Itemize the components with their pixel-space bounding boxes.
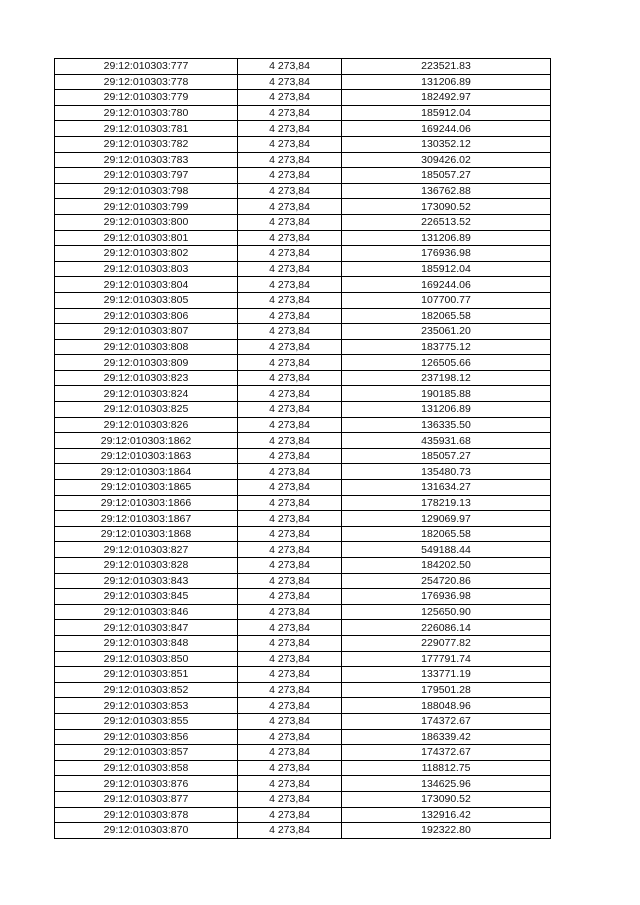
table-row	[55, 682, 551, 698]
value-cell: 131206.89	[342, 230, 551, 246]
table-row	[55, 667, 551, 683]
area-cell: 4 273,84	[238, 59, 342, 75]
area-cell: 4 273,84	[238, 791, 342, 807]
value-cell: 223521.83	[342, 59, 551, 75]
table-row	[55, 745, 551, 761]
cadastral-number-cell: 29:12:010303:853	[55, 698, 238, 714]
area-cell: 4 273,84	[238, 261, 342, 277]
table-row	[55, 74, 551, 90]
value-cell: 174372.67	[342, 713, 551, 729]
value-cell: 435931.68	[342, 433, 551, 449]
area-cell: 4 273,84	[238, 152, 342, 168]
cadastral-number-cell: 29:12:010303:800	[55, 214, 238, 230]
area-cell: 4 273,84	[238, 74, 342, 90]
cadastral-number-cell: 29:12:010303:1867	[55, 511, 238, 527]
value-cell: 135480.73	[342, 464, 551, 480]
value-cell: 184202.50	[342, 558, 551, 574]
cadastral-number-cell: 29:12:010303:798	[55, 183, 238, 199]
value-cell: 173090.52	[342, 791, 551, 807]
area-cell: 4 273,84	[238, 339, 342, 355]
value-cell: 133771.19	[342, 667, 551, 683]
table-row	[55, 448, 551, 464]
area-cell: 4 273,84	[238, 121, 342, 137]
area-cell: 4 273,84	[238, 542, 342, 558]
area-cell: 4 273,84	[238, 370, 342, 386]
cadastral-number-cell: 29:12:010303:825	[55, 402, 238, 418]
area-cell: 4 273,84	[238, 105, 342, 121]
area-cell: 4 273,84	[238, 292, 342, 308]
table-row	[55, 713, 551, 729]
area-cell: 4 273,84	[238, 308, 342, 324]
cadastral-number-cell: 29:12:010303:827	[55, 542, 238, 558]
area-cell: 4 273,84	[238, 620, 342, 636]
cadastral-number-cell: 29:12:010303:778	[55, 74, 238, 90]
cadastral-number-cell: 29:12:010303:805	[55, 292, 238, 308]
table-row	[55, 651, 551, 667]
table-row	[55, 168, 551, 184]
value-cell: 185912.04	[342, 261, 551, 277]
value-cell: 226513.52	[342, 214, 551, 230]
value-cell: 131206.89	[342, 402, 551, 418]
area-cell: 4 273,84	[238, 823, 342, 839]
area-cell: 4 273,84	[238, 729, 342, 745]
cadastral-number-cell: 29:12:010303:1865	[55, 480, 238, 496]
table-row	[55, 526, 551, 542]
table-row	[55, 339, 551, 355]
cadastral-number-cell: 29:12:010303:806	[55, 308, 238, 324]
area-cell: 4 273,84	[238, 199, 342, 215]
value-cell: 176936.98	[342, 589, 551, 605]
value-cell: 226086.14	[342, 620, 551, 636]
value-cell: 237198.12	[342, 370, 551, 386]
table-row	[55, 183, 551, 199]
value-cell: 190185.88	[342, 386, 551, 402]
value-cell: 549188.44	[342, 542, 551, 558]
value-cell: 131206.89	[342, 74, 551, 90]
cadastral-number-cell: 29:12:010303:801	[55, 230, 238, 246]
table-row	[55, 261, 551, 277]
area-cell: 4 273,84	[238, 464, 342, 480]
cadastral-number-cell: 29:12:010303:799	[55, 199, 238, 215]
value-cell: 182065.58	[342, 308, 551, 324]
table-row	[55, 308, 551, 324]
cadastral-number-cell: 29:12:010303:858	[55, 760, 238, 776]
table-row	[55, 791, 551, 807]
cadastral-number-cell: 29:12:010303:803	[55, 261, 238, 277]
value-cell: 132916.42	[342, 807, 551, 823]
table-row	[55, 417, 551, 433]
area-cell: 4 273,84	[238, 745, 342, 761]
value-cell: 107700.77	[342, 292, 551, 308]
value-cell: 186339.42	[342, 729, 551, 745]
value-cell: 179501.28	[342, 682, 551, 698]
table-row	[55, 573, 551, 589]
area-cell: 4 273,84	[238, 526, 342, 542]
cadastral-number-cell: 29:12:010303:781	[55, 121, 238, 137]
value-cell: 229077.82	[342, 635, 551, 651]
area-cell: 4 273,84	[238, 324, 342, 340]
cadastral-number-cell: 29:12:010303:846	[55, 604, 238, 620]
area-cell: 4 273,84	[238, 277, 342, 293]
value-cell: 134625.96	[342, 776, 551, 792]
table-row	[55, 604, 551, 620]
table-row	[55, 59, 551, 75]
cadastral-number-cell: 29:12:010303:777	[55, 59, 238, 75]
area-cell: 4 273,84	[238, 667, 342, 683]
cadastral-number-cell: 29:12:010303:797	[55, 168, 238, 184]
value-cell: 118812.75	[342, 760, 551, 776]
area-cell: 4 273,84	[238, 698, 342, 714]
value-cell: 129069.97	[342, 511, 551, 527]
cadastral-number-cell: 29:12:010303:856	[55, 729, 238, 745]
area-cell: 4 273,84	[238, 417, 342, 433]
area-cell: 4 273,84	[238, 713, 342, 729]
area-cell: 4 273,84	[238, 589, 342, 605]
cadastral-number-cell: 29:12:010303:1868	[55, 526, 238, 542]
table-row	[55, 729, 551, 745]
cadastral-number-cell: 29:12:010303:782	[55, 136, 238, 152]
cadastral-number-cell: 29:12:010303:802	[55, 246, 238, 262]
cadastral-number-cell: 29:12:010303:804	[55, 277, 238, 293]
cadastral-number-cell: 29:12:010303:857	[55, 745, 238, 761]
table-row	[55, 136, 551, 152]
area-cell: 4 273,84	[238, 214, 342, 230]
area-cell: 4 273,84	[238, 355, 342, 371]
table-row	[55, 480, 551, 496]
area-cell: 4 273,84	[238, 558, 342, 574]
table-row	[55, 355, 551, 371]
area-cell: 4 273,84	[238, 682, 342, 698]
cadastral-number-cell: 29:12:010303:824	[55, 386, 238, 402]
table-row	[55, 121, 551, 137]
table-row	[55, 495, 551, 511]
cadastral-number-cell: 29:12:010303:823	[55, 370, 238, 386]
parcel-value-table	[54, 58, 551, 839]
value-cell: 178219.13	[342, 495, 551, 511]
value-cell: 130352.12	[342, 136, 551, 152]
area-cell: 4 273,84	[238, 776, 342, 792]
cadastral-number-cell: 29:12:010303:851	[55, 667, 238, 683]
value-cell: 126505.66	[342, 355, 551, 371]
value-cell: 192322.80	[342, 823, 551, 839]
cadastral-number-cell: 29:12:010303:807	[55, 324, 238, 340]
value-cell: 182065.58	[342, 526, 551, 542]
table-row	[55, 698, 551, 714]
area-cell: 4 273,84	[238, 246, 342, 262]
area-cell: 4 273,84	[238, 480, 342, 496]
area-cell: 4 273,84	[238, 168, 342, 184]
cadastral-number-cell: 29:12:010303:877	[55, 791, 238, 807]
table-row	[55, 152, 551, 168]
cadastral-number-cell: 29:12:010303:855	[55, 713, 238, 729]
table-row	[55, 807, 551, 823]
area-cell: 4 273,84	[238, 807, 342, 823]
table-row	[55, 433, 551, 449]
area-cell: 4 273,84	[238, 604, 342, 620]
table-row	[55, 199, 551, 215]
value-cell: 169244.06	[342, 277, 551, 293]
area-cell: 4 273,84	[238, 402, 342, 418]
cadastral-number-cell: 29:12:010303:809	[55, 355, 238, 371]
area-cell: 4 273,84	[238, 511, 342, 527]
table-row	[55, 635, 551, 651]
area-cell: 4 273,84	[238, 760, 342, 776]
value-cell: 169244.06	[342, 121, 551, 137]
cadastral-number-cell: 29:12:010303:1862	[55, 433, 238, 449]
table-row	[55, 214, 551, 230]
cadastral-number-cell: 29:12:010303:783	[55, 152, 238, 168]
cadastral-number-cell: 29:12:010303:808	[55, 339, 238, 355]
cadastral-number-cell: 29:12:010303:780	[55, 105, 238, 121]
table-row	[55, 823, 551, 839]
cadastral-number-cell: 29:12:010303:845	[55, 589, 238, 605]
cadastral-number-cell: 29:12:010303:779	[55, 90, 238, 106]
area-cell: 4 273,84	[238, 386, 342, 402]
cadastral-number-cell: 29:12:010303:1864	[55, 464, 238, 480]
table-row	[55, 558, 551, 574]
value-cell: 188048.96	[342, 698, 551, 714]
table-row	[55, 246, 551, 262]
area-cell: 4 273,84	[238, 448, 342, 464]
table-row	[55, 464, 551, 480]
table-row	[55, 620, 551, 636]
table-row	[55, 90, 551, 106]
cadastral-number-cell: 29:12:010303:878	[55, 807, 238, 823]
cadastral-number-cell: 29:12:010303:852	[55, 682, 238, 698]
cadastral-number-cell: 29:12:010303:850	[55, 651, 238, 667]
value-cell: 131634.27	[342, 480, 551, 496]
area-cell: 4 273,84	[238, 136, 342, 152]
table-row	[55, 277, 551, 293]
area-cell: 4 273,84	[238, 635, 342, 651]
cadastral-number-cell: 29:12:010303:848	[55, 635, 238, 651]
cadastral-number-cell: 29:12:010303:826	[55, 417, 238, 433]
value-cell: 136335.50	[342, 417, 551, 433]
cadastral-number-cell: 29:12:010303:1863	[55, 448, 238, 464]
area-cell: 4 273,84	[238, 495, 342, 511]
table-row	[55, 292, 551, 308]
cadastral-number-cell: 29:12:010303:847	[55, 620, 238, 636]
area-cell: 4 273,84	[238, 183, 342, 199]
cadastral-number-cell: 29:12:010303:870	[55, 823, 238, 839]
value-cell: 176936.98	[342, 246, 551, 262]
value-cell: 173090.52	[342, 199, 551, 215]
table-row	[55, 589, 551, 605]
area-cell: 4 273,84	[238, 230, 342, 246]
value-cell: 185057.27	[342, 168, 551, 184]
cadastral-number-cell: 29:12:010303:843	[55, 573, 238, 589]
area-cell: 4 273,84	[238, 651, 342, 667]
value-cell: 254720.86	[342, 573, 551, 589]
table-row	[55, 386, 551, 402]
table-row	[55, 105, 551, 121]
value-cell: 309426.02	[342, 152, 551, 168]
area-cell: 4 273,84	[238, 573, 342, 589]
value-cell: 174372.67	[342, 745, 551, 761]
value-cell: 183775.12	[342, 339, 551, 355]
cadastral-number-cell: 29:12:010303:876	[55, 776, 238, 792]
area-cell: 4 273,84	[238, 90, 342, 106]
table-body	[55, 59, 551, 839]
table-row	[55, 760, 551, 776]
value-cell: 185057.27	[342, 448, 551, 464]
table-row	[55, 511, 551, 527]
table-row	[55, 402, 551, 418]
table-row	[55, 324, 551, 340]
value-cell: 125650.90	[342, 604, 551, 620]
table-row	[55, 370, 551, 386]
area-cell: 4 273,84	[238, 433, 342, 449]
value-cell: 177791.74	[342, 651, 551, 667]
value-cell: 136762.88	[342, 183, 551, 199]
table-row	[55, 776, 551, 792]
cadastral-number-cell: 29:12:010303:1866	[55, 495, 238, 511]
value-cell: 235061.20	[342, 324, 551, 340]
cadastral-number-cell: 29:12:010303:828	[55, 558, 238, 574]
table-row	[55, 542, 551, 558]
table-row	[55, 230, 551, 246]
value-cell: 182492.97	[342, 90, 551, 106]
value-cell: 185912.04	[342, 105, 551, 121]
